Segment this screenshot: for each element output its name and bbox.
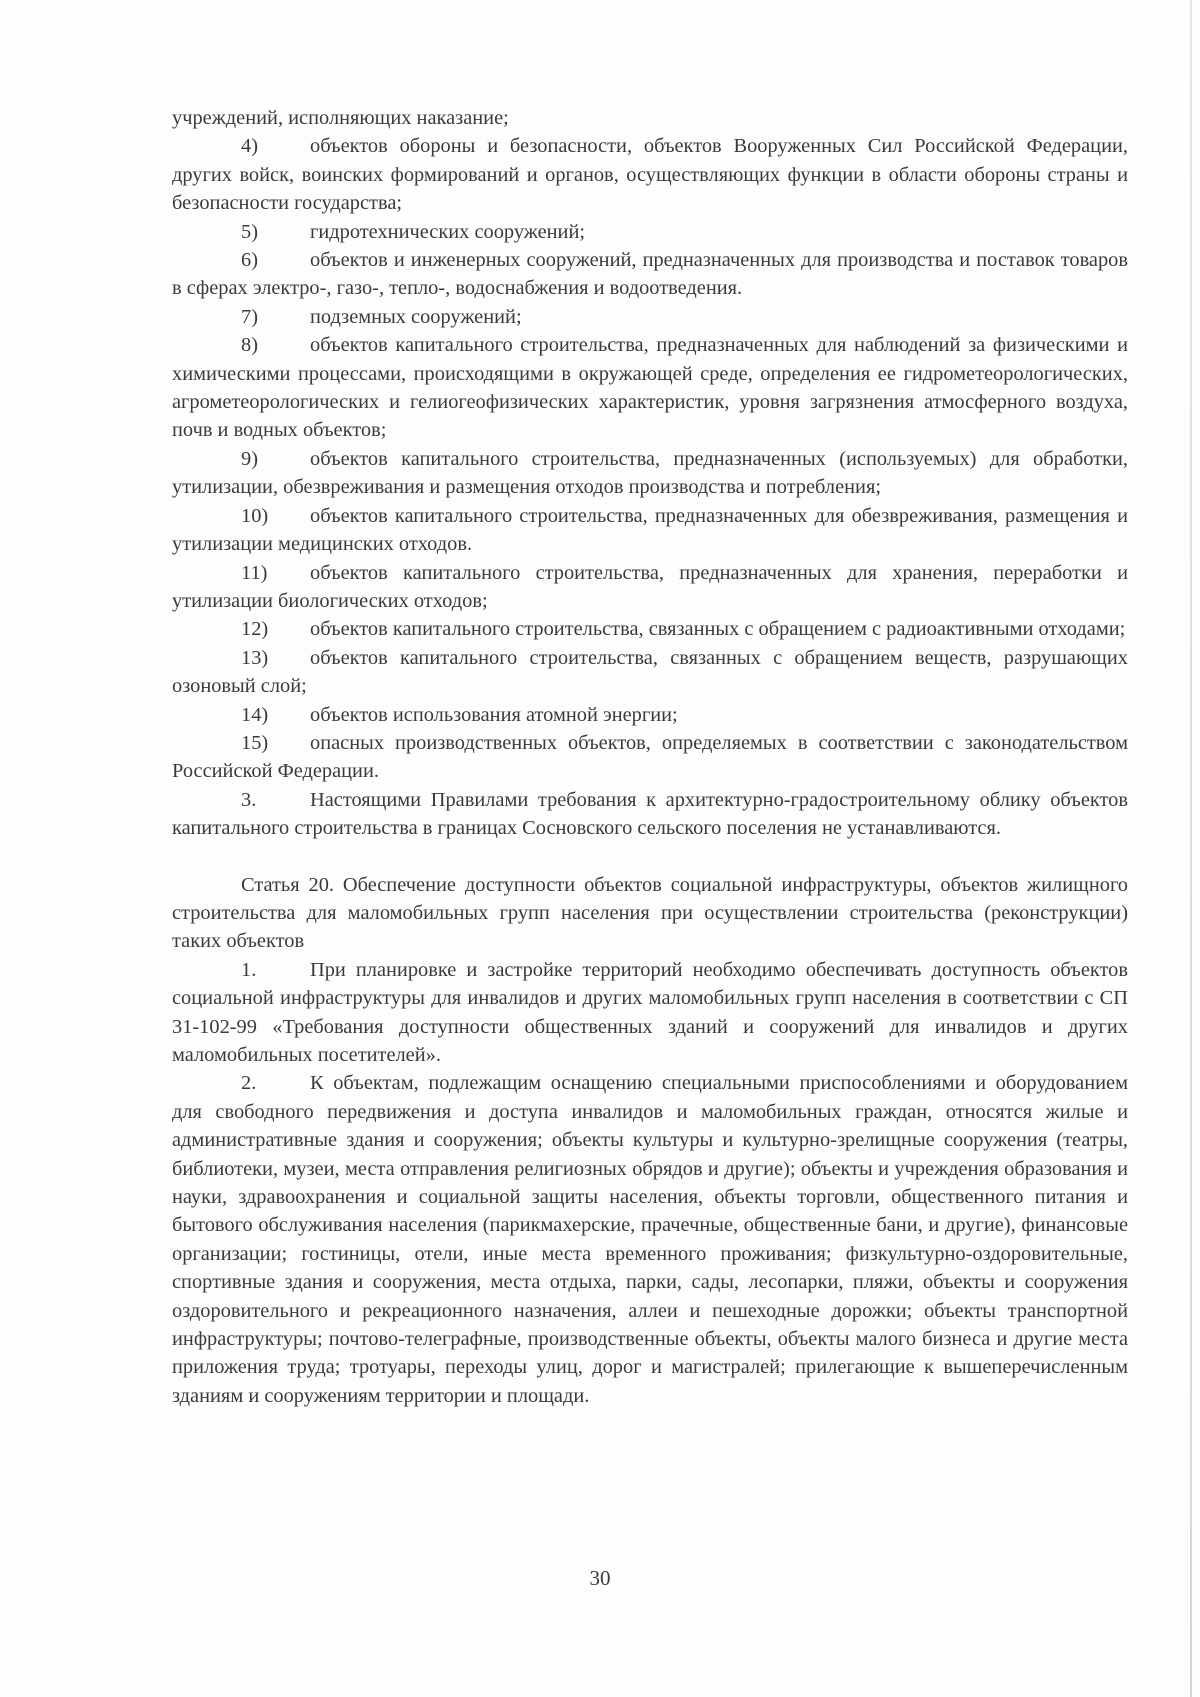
list-item [172, 132, 1128, 217]
list-item-text: объектов капитального строительства, предназначенных для хранения, переработки и утилизации биологических отходов; [172, 561, 1128, 612]
list-item [172, 644, 1128, 701]
list-item-text: объектов и инженерных сооружений, предназначенных для производства и поставок товаров в сферах электро-, газо-, тепло-, водоснабжения и водоотведения. [172, 249, 1128, 300]
list-item-number: 6) [241, 249, 258, 272]
list-item-number: 12) [241, 618, 269, 641]
list-item-number: 13) [241, 646, 269, 669]
list-item-number: 14) [241, 703, 269, 726]
list-item-text: объектов капитального строительства, предназначенных (используемых) для обработки, утилизации, обезвреживания и размещения отходов производства и потребления; [172, 447, 1128, 499]
list-item-text: подземных сооружений; [310, 305, 522, 328]
list-item-text: опасных производственных объектов, определяемых в соответствии с законодательством Российской Федерации. [172, 731, 1128, 783]
clause-number: 1. [241, 958, 257, 981]
list-item-number: 11) [241, 561, 268, 584]
list-item-text: объектов капитального строительства, предназначенных для наблюдений за физическими и химическими процессами, происходящими в окружающей среде, определения ее гидрометеорологических, агрометеорологических и гелиогеофизических характеристик, уровня загрязнения атмосферного воздуха, почв и водных объектов; [172, 334, 1128, 442]
page-number: 30 [589, 1566, 611, 1590]
list-item-text: Настоящими Правилами требования к архитектурно-градостроительному облику объектов капитального строительства в границах Сосновского сельского поселения не устанавливаются. [172, 788, 1128, 840]
clause-text: К объектам, подлежащим оснащению специальными приспособлениями и оборудованием для свободного передвижения и доступа инвалидов и маломобильных граждан, относятся жилые и административные здания и сооружения; объекты культуры и культурно-зрелищные сооружения (театры, библиотеки, музеи, места отправления религиозных обрядов и другие); объекты и учреждения образования и науки, здравоохранения и социальной защиты населения, объекты торговли, общественного питания и бытового обслуживания населения (парикмахерские, прачечные, общественные бани, и другие), финансовые организации; гостиницы, отели, иные места временного проживания; физкультурно-оздоровительные, спортивные здания и сооружения, места отдыха, парки, сады, лесопарки, пляжи, объекты и сооружения оздоровительного и рекреационного назначения, аллеи и пешеходные дорожки; объекты транспортной инфраструктуры; почтово-телеграфные, производственные объекты, объекты малого бизнеса и другие места приложения труда; тротуары, переходы улиц, дорог и магистралей; прилегающие к вышеперечисленным зданиям и сооружениям территории и площади. [172, 1072, 1128, 1407]
list-item [172, 559, 1128, 616]
list-item [172, 303, 1128, 331]
list-item-number: 4) [241, 135, 258, 158]
list-item [172, 445, 1128, 502]
list-item [172, 729, 1128, 786]
list-item-number: 10) [241, 504, 269, 527]
list-item [172, 218, 1128, 246]
list-item-text: объектов капитального строительства, связанных с обращением веществ, разрушающих озоновый слой; [172, 646, 1128, 698]
clause-text: При планировке и застройке территорий необходимо обеспечивать доступность объектов социальной инфраструктуры для инвалидов и других маломобильных групп населения в соответствии с СП 31-102-99 «Требования доступности общественных зданий и сооружений для инвалидов и других маломобильных посетителей». [172, 958, 1128, 1066]
list-item-text: объектов использования атомной энергии; [310, 703, 678, 726]
clause [172, 956, 1128, 1070]
list-item-text: объектов капитального строительства, предназначенных для обезвреживания, размещения и утилизации медицинских отходов. [172, 504, 1128, 556]
list-item-text: объектов капитального строительства, связанных с обращением с радиоактивными отходами; [310, 618, 1126, 641]
list-item-number: 15) [241, 731, 269, 754]
list-item [172, 502, 1128, 559]
article-heading: Статья 20. Обеспечение доступности объектов социальной инфраструктуры, объектов жилищного строительства для маломобильных групп населения при осуществлении строительства (реконструкции) таких объектов [172, 873, 1128, 953]
list-item-number: 8) [241, 334, 258, 357]
document-body [172, 104, 1128, 1410]
list-item [172, 615, 1128, 643]
continuation-line: учреждений, исполняющих наказание; [172, 107, 509, 129]
list-item [172, 331, 1128, 445]
list-item [172, 786, 1128, 843]
list-item [172, 701, 1128, 729]
list-item-text: объектов обороны и безопасности, объектов Вооруженных Сил Российской Федерации, других войск, воинских формирований и органов, осуществляющих функции в области обороны страны и безопасности государства; [172, 135, 1128, 215]
clause-number: 2. [241, 1072, 257, 1095]
list-item-number: 3. [241, 788, 257, 811]
list-item-number: 5) [241, 220, 258, 243]
list-item [172, 246, 1128, 303]
scan-edge [1190, 0, 1192, 1697]
item-list [172, 132, 1128, 842]
list-item-number: 7) [241, 305, 258, 328]
list-item-text: гидротехнических сооружений; [310, 220, 586, 243]
clause [172, 1069, 1128, 1410]
article-clauses [172, 956, 1128, 1411]
list-item-number: 9) [241, 447, 258, 470]
